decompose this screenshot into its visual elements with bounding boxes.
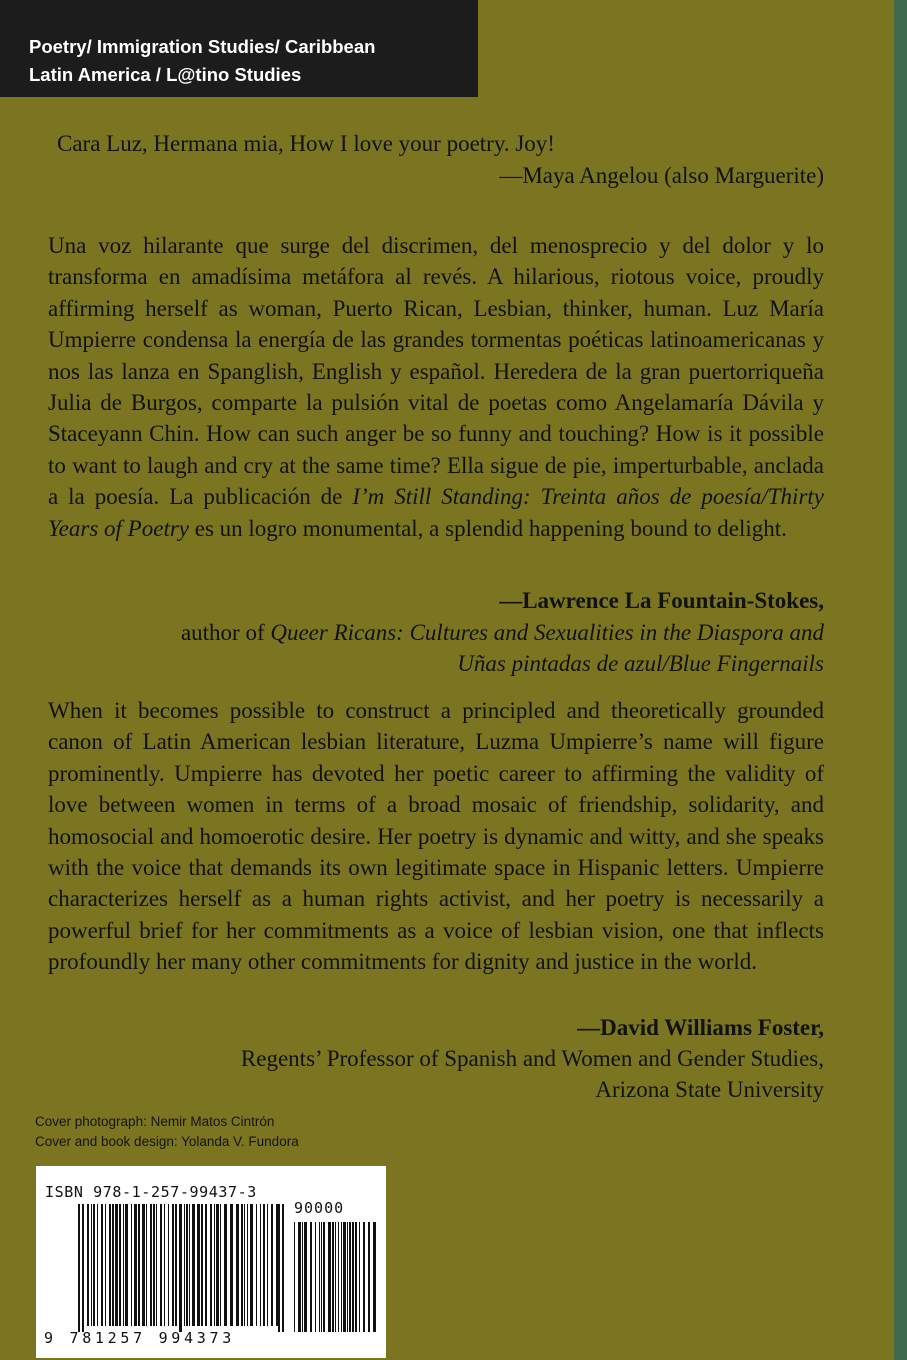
barcode-bar [119, 1204, 121, 1326]
barcode-bar [373, 1222, 376, 1332]
barcode-bar [101, 1204, 103, 1326]
barcode-bar [359, 1222, 360, 1332]
barcode-bar [105, 1204, 106, 1326]
category-label [0, 0, 478, 97]
barcode-bar [260, 1204, 261, 1326]
blurb-lafountain-works [181, 617, 824, 648]
barcode-bar [115, 1204, 118, 1326]
isbn-label: ISBN 978-1-257-99437-3 [45, 1183, 257, 1201]
blurb-foster-text: When it becomes possible to construct a principled and theoretically grounded canon of Latin American lesbian literature, Luzma Umpierre’s name will figure prominently. Umpierre has devoted her poetic career to affirming the validity of love between women in terms of a broad mosaic of friendship, solidarity, and homosocial and homoerotic desire. Her poetry is dynamic and witty, and she speaks with the voice that demands its own legitimate space in Hispanic letters. Umpierre characterizes herself as a human rights activist, and her poetry is necessarily a powerful brief for her commitments as a voice of lesbian vision, one that inflects profoundly her many other commitments for dignity and justice in the world. [48, 698, 824, 975]
barcode-bar [368, 1222, 370, 1332]
barcode-bar [82, 1204, 84, 1332]
barcode-bar [156, 1204, 157, 1326]
credits [35, 1112, 299, 1152]
barcode-bar [338, 1222, 339, 1332]
barcode-bar [349, 1222, 351, 1332]
blurb-foster-institution: Arizona State University [595, 1077, 824, 1102]
barcode-bar [109, 1204, 111, 1326]
barcode-bar [175, 1204, 177, 1326]
barcode-bar [276, 1204, 278, 1326]
barcode-bar [263, 1204, 265, 1326]
blurb-foster-author: —David Williams Foster, [577, 1015, 824, 1040]
blurb-foster-role: Regents’ Professor of Spanish and Women and Gender Studies, [240, 1046, 824, 1071]
book-queer-ricans: Queer Ricans: Cultures and Sexualities in the Diaspora and [270, 620, 824, 645]
book-title: I’m Still Standing: Treinta años de poesía/Thirty Years of Poetry [48, 484, 824, 541]
barcode-bar [112, 1204, 114, 1326]
barcode-bar [189, 1204, 190, 1326]
spine-strip [894, 0, 907, 1360]
credit-design: Cover and book design: Yolanda V. Fundora [35, 1134, 299, 1149]
barcode-bar [323, 1222, 325, 1332]
category-line-1: Poetry/ Immigration Studies/ Caribbean [29, 36, 376, 57]
barcode-bar [192, 1204, 195, 1326]
barcode-bar [179, 1204, 182, 1332]
barcode-bar [267, 1204, 268, 1326]
barcode-bar [186, 1204, 188, 1326]
blurb-lafountain-text [48, 230, 824, 544]
barcode-bar [355, 1222, 357, 1332]
price-code: 90000 [294, 1199, 345, 1217]
barcode-bar [271, 1204, 273, 1326]
barcode-bar [347, 1222, 348, 1332]
barcode-bar [304, 1222, 307, 1332]
barcode-bar [91, 1204, 92, 1326]
barcode-bar [205, 1204, 207, 1326]
barcode-bar [343, 1222, 346, 1332]
barcode-bar [146, 1204, 147, 1326]
blurb-angelou-attribution: —Maya Angelou (also Marguerite) [499, 163, 824, 188]
ean-digits: 9 781257 994373 [44, 1329, 235, 1347]
barcode-bar [298, 1222, 301, 1332]
barcode-bar [138, 1204, 140, 1326]
barcode-bar [310, 1222, 312, 1332]
barcode-bar [220, 1204, 221, 1326]
barcode-bar [352, 1222, 354, 1332]
barcode-bar [131, 1204, 132, 1326]
barcode-bar [302, 1222, 303, 1332]
barcode-bar [247, 1204, 248, 1326]
barcode-bar [210, 1204, 212, 1326]
barcode-bar [164, 1204, 165, 1326]
barcode-bar [134, 1204, 137, 1326]
barcode-bar [214, 1204, 215, 1326]
barcode-bar [125, 1204, 128, 1326]
barcode-bar [319, 1222, 320, 1332]
barcode-bar [278, 1204, 280, 1332]
barcode-bar [256, 1204, 257, 1326]
isbn-barcode [36, 1166, 386, 1358]
barcode-bar [335, 1222, 336, 1332]
blurb-angelou-quote: Cara Luz, Hermana mia, How I love your poetry. Joy! [57, 131, 555, 156]
barcode-bar [93, 1204, 95, 1326]
credit-photo: Cover photograph: Nemir Matos Cintrón [35, 1114, 275, 1129]
barcode-bar [153, 1204, 155, 1326]
barcode-bar [241, 1204, 243, 1326]
barcode-bar [142, 1204, 145, 1326]
barcode-bar [87, 1204, 89, 1326]
barcode-bar [282, 1204, 284, 1332]
author-of-label: author of [180, 620, 265, 645]
barcode-bar [184, 1204, 185, 1326]
barcode-bar [328, 1222, 331, 1332]
barcode-bar [250, 1204, 253, 1326]
barcode-bar [230, 1204, 233, 1326]
barcode-bar [236, 1204, 239, 1326]
category-line-2: Latin America / L@tino Studies [29, 64, 302, 85]
barcode-bar [244, 1204, 245, 1326]
barcode-bar [160, 1204, 162, 1326]
blurb-lafountain-closing: es un logro monumental, a splendid happening bound to delight. [194, 515, 787, 541]
barcode-bar [294, 1222, 295, 1332]
barcode-bar [123, 1204, 124, 1326]
barcode-bar [224, 1204, 227, 1326]
barcode-bar [168, 1204, 169, 1326]
barcode-bar [321, 1222, 322, 1332]
barcode-bar [172, 1204, 174, 1326]
blurb-lafountain-author: —Lawrence La Fountain-Stokes, [499, 588, 824, 613]
barcode-bar [216, 1204, 219, 1326]
blurb-lafountain-body: Una voz hilarante que surge del discrimen, del menosprecio y del dolor y lo transforma en amadísima metáfora al revés. A hilarious, riotous voice, proudly affirming herself as woman, Puerto Rican, Lesbian, thinker, human. Luz María Umpierre condensa la energía de las grandes tormentas poéticas latinoamericanas y nos las lanza en Spanglish, English y español. Heredera de la gran puertorriqueña Julia de Burgos, comparte la pulsión vital de poetas como Angelamaría Dávila y Staceyann Chin. How can such anger be so funny and touching? How is it possible to want to laugh and cry at the same time? Ella sigue de pie, imperturbable, anclada a la poesía. La publicación de [48, 233, 824, 510]
barcode-bar [332, 1222, 334, 1332]
book-blue-fingernails: Uñas pintadas de azul/Blue Fingernails [457, 651, 824, 676]
barcode-bar [197, 1204, 200, 1326]
barcode-bar [341, 1222, 342, 1332]
barcode-bar [97, 1204, 98, 1326]
barcode-bar [78, 1204, 80, 1332]
barcode-bar [315, 1222, 316, 1332]
barcode-bar [201, 1204, 203, 1326]
barcode-bar [150, 1204, 152, 1326]
barcode-bar [363, 1222, 365, 1332]
